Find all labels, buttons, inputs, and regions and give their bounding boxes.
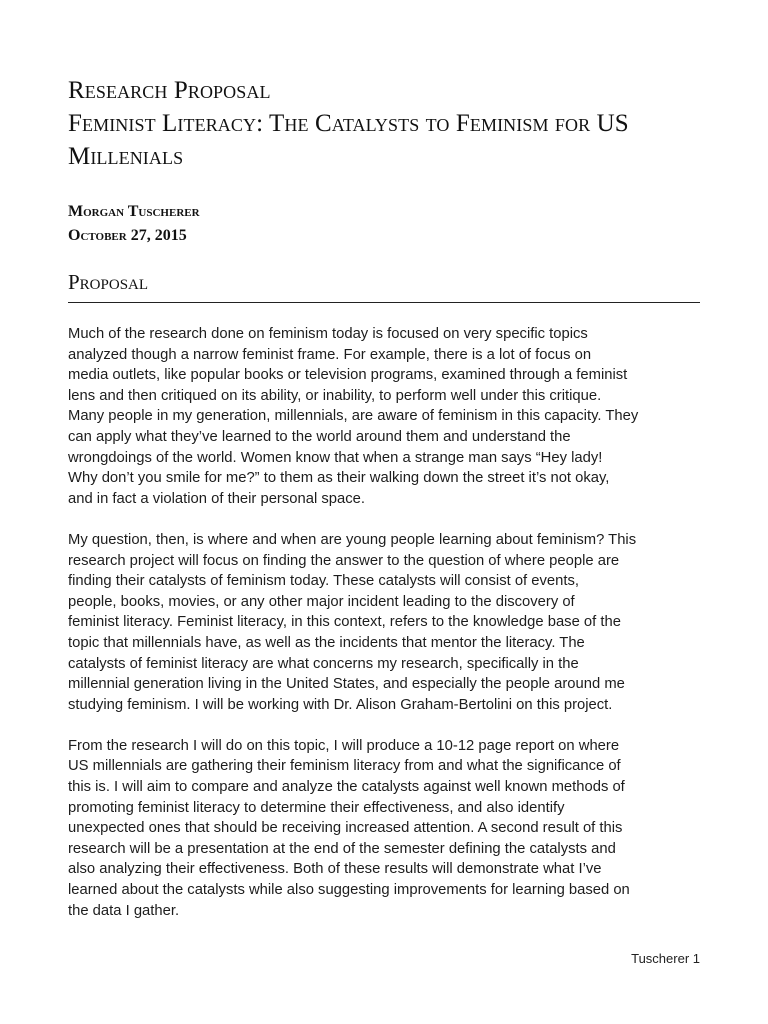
text-line: Why don’t you smile for me?” to them as their walking down the street it’s not okay, (68, 470, 610, 487)
author-name: Morgan Tuscherer (68, 203, 200, 220)
text-line: research will be a presentation at the end of the semester defining the catalysts and (68, 840, 616, 857)
byline (68, 200, 708, 248)
text-line: feminist literacy. Feminist literacy, in this context, refers to the knowledge base of the (68, 614, 621, 631)
text-line: millennial generation living in the United States, and especially the people around me (68, 676, 625, 693)
text-line: Many people in my generation, millennials, are aware of feminism in this capacity. They (68, 408, 639, 425)
text-line: US millennials are gathering their feminism literacy from and what the significance of (68, 758, 621, 775)
text-line: analyzed though a narrow feminist frame. For example, there is a lot of focus on (68, 346, 592, 363)
text-line: learned about the catalysts while also suggesting improvements for learning based on (68, 882, 630, 899)
text-line: this is. I will aim to compare and analyze the catalysts against well known methods of (68, 779, 625, 796)
text-line: lens and then critiqued on its ability, or inability, to perform well under this critique. (68, 387, 602, 404)
text-line: can apply what they’ve learned to the world around them and understand the (68, 428, 571, 445)
text-line: Much of the research done on feminism today is focused on very specific topics (68, 326, 588, 342)
title-line-1: Research Proposal (68, 77, 271, 104)
text-line: promoting feminist literacy to determine their effectiveness, and also identify (68, 799, 565, 816)
title-line-2: Feminist Literacy: The Catalysts to Feminism for US (68, 110, 629, 137)
document-title (68, 74, 708, 173)
section-heading: Proposal (68, 270, 149, 294)
text-line: studying feminism. I will be working with Dr. Alison Graham-Bertolini on this project. (68, 696, 613, 713)
text-line: From the research I will do on this topic, I will produce a 10-12 page report on where (68, 737, 620, 754)
paragraph-2 (68, 530, 708, 715)
text-line: topic that millennials have, as well as the incidents that mentor the literacy. The (68, 634, 585, 651)
text-line: finding their catalysts of feminism today. These catalysts will consist of events, (68, 573, 579, 590)
body-text (68, 324, 708, 921)
text-line: catalysts of feminist literacy are what concerns my research, specifically in the (68, 655, 579, 672)
text-line: also analyzing their effectiveness. Both of these results will demonstrate what I’ve (68, 861, 602, 878)
heading-divider (68, 302, 700, 303)
text-line: media outlets, like popular books or television programs, examined through a feminist (68, 367, 628, 384)
paragraph-3 (68, 736, 708, 921)
document-date: October 27, 2015 (68, 227, 187, 244)
text-line: unexpected ones that should be receiving increased attention. A second result of this (68, 820, 623, 837)
paragraph-1 (68, 324, 708, 509)
text-line: the data I gather. (68, 902, 180, 919)
title-line-3: Millenials (68, 143, 184, 170)
text-line: research project will focus on finding the answer to the question of where people are (68, 552, 620, 569)
text-line: My question, then, is where and when are young people learning about feminism? This (68, 531, 637, 548)
page-footer: Tuscherer 1 (631, 951, 700, 966)
text-line: wrongdoings of the world. Women know that when a strange man says “Hey lady! (68, 449, 603, 466)
text-line: people, books, movies, or any other major incident leading to the discovery of (68, 593, 575, 610)
text-line: and in fact a violation of their personal space. (68, 490, 365, 507)
